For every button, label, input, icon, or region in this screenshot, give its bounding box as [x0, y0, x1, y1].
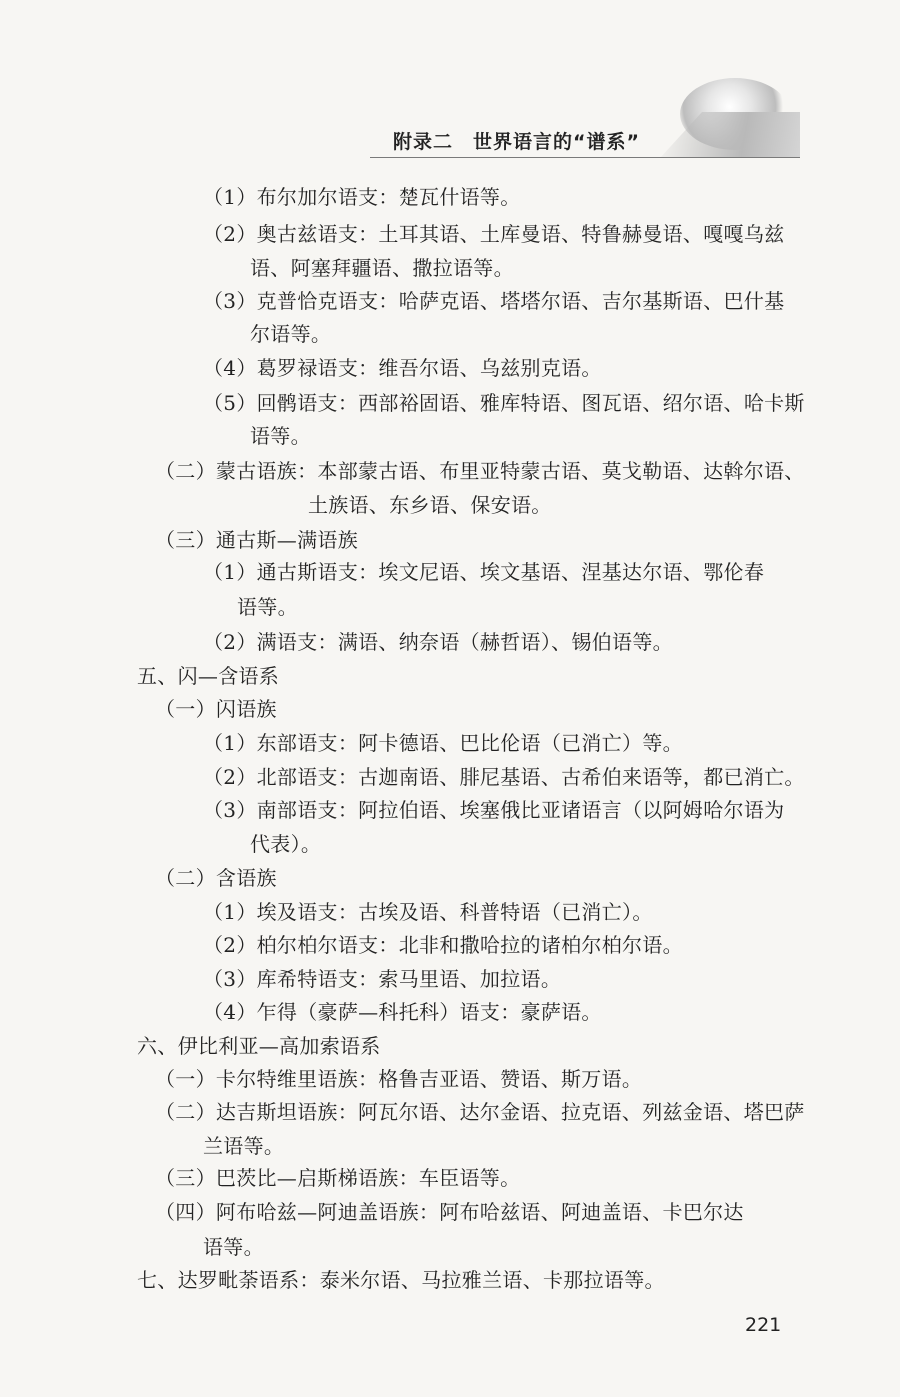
text-line: （三）巴茨比—启斯梯语族：车臣语等。 — [155, 1166, 521, 1190]
text-line: （4）乍得（豪萨—科托科）语支：豪萨语。 — [203, 1000, 602, 1024]
text-line: 语等。 — [250, 424, 311, 448]
text-line: （一）卡尔特维里语族：格鲁吉亚语、赞语、斯万语。 — [155, 1067, 643, 1091]
text-line: （5）回鹘语支：西部裕固语、雅库特语、图瓦语、绍尔语、哈卡斯 — [203, 391, 805, 415]
text-line: 土族语、东乡语、保安语。 — [308, 493, 552, 517]
text-line: （2）满语支：满语、纳奈语（赫哲语）、锡伯语等。 — [203, 630, 673, 654]
text-line: 尔语等。 — [250, 322, 332, 346]
section-heading: 六、伊比利亚—高加索语系 — [137, 1034, 381, 1058]
text-line: （3）南部语支：阿拉伯语、埃塞俄比亚诸语言（以阿姆哈尔语为 — [203, 798, 785, 822]
text-line: （3）克普恰克语支：哈萨克语、塔塔尔语、吉尔基斯语、巴什基 — [203, 289, 785, 313]
text-line: （2）奥古兹语支：土耳其语、土库曼语、特鲁赫曼语、嘎嘎乌兹 — [203, 222, 785, 246]
section-heading: 五、闪—含语系 — [137, 664, 280, 688]
text-line: 代表）。 — [250, 832, 322, 856]
text-line: 语等。 — [237, 595, 298, 619]
text-line: （1）通古斯语支：埃文尼语、埃文基语、涅基达尔语、鄂伦春 — [203, 560, 765, 584]
text-line: （2）北部语支：古迦南语、腓尼基语、古希伯来语等，都已消亡。 — [203, 765, 805, 789]
header-rule — [370, 157, 800, 158]
text-line: 兰语等。 — [203, 1134, 285, 1158]
text-line: （一）闪语族 — [155, 697, 277, 721]
text-line: （4）葛罗禄语支：维吾尔语、乌兹别克语。 — [203, 356, 602, 380]
text-line: （1）布尔加尔语支：楚瓦什语等。 — [203, 185, 521, 209]
text-line: （四）阿布哈兹—阿迪盖语族：阿布哈兹语、阿迪盖语、卡巴尔达 — [155, 1200, 744, 1224]
text-line: （1）埃及语支：古埃及语、科普特语（已消亡）。 — [203, 900, 653, 924]
text-line: （二）蒙古语族：本部蒙古语、布里亚特蒙古语、莫戈勒语、达斡尔语、 — [155, 459, 805, 483]
text-line: 语等。 — [203, 1235, 264, 1259]
text-line: （二）含语族 — [155, 866, 277, 890]
page-number: 221 — [745, 1314, 782, 1336]
text-line: （1）东部语支：阿卡德语、巴比伦语（已消亡）等。 — [203, 731, 683, 755]
text-line: （2）柏尔柏尔语支：北非和撒哈拉的诸柏尔柏尔语。 — [203, 933, 683, 957]
text-line: （二）达吉斯坦语族：阿瓦尔语、达尔金语、拉克语、列兹金语、塔巴萨 — [155, 1100, 805, 1124]
text-line: （3）库希特语支：索马里语、加拉语。 — [203, 967, 562, 991]
section-heading: 七、达罗毗荼语系：泰米尔语、马拉雅兰语、卡那拉语等。 — [137, 1268, 665, 1292]
running-title: 附录二 世界语言的“谱系” — [393, 131, 640, 153]
text-line: 语、阿塞拜疆语、撒拉语等。 — [250, 256, 514, 280]
text-line: （三）通古斯—满语族 — [155, 528, 358, 552]
